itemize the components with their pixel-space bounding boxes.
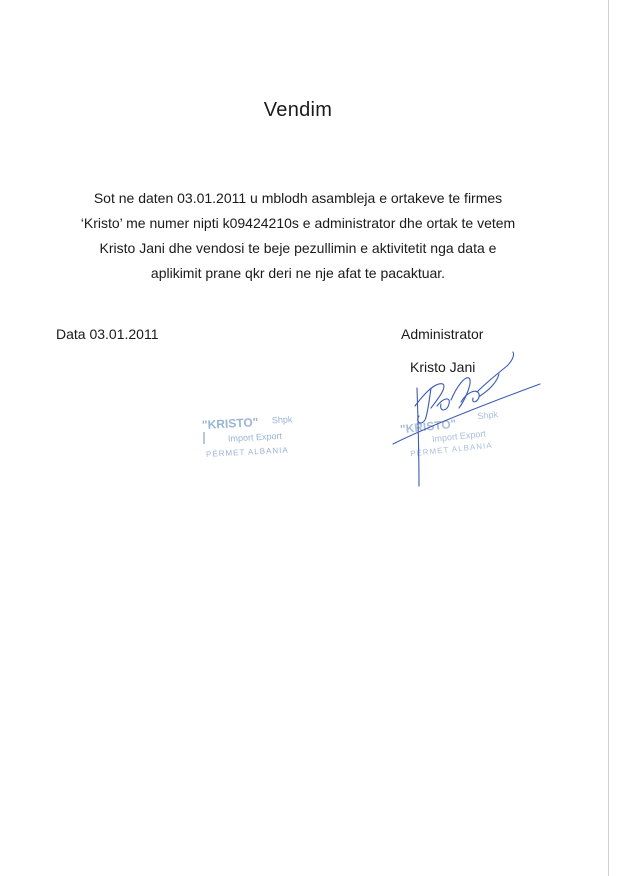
svg-text:Shpk: Shpk xyxy=(271,414,293,426)
svg-text:Import Export: Import Export xyxy=(431,428,487,445)
body-line: Kristo Jani dhe vendosi te beje pezullimin e aktivitetit nga data e xyxy=(99,240,497,256)
body-line: ‘Kristo’ me numer nipti k09424210s e administrator dhe ortak te vetem xyxy=(80,215,516,231)
svg-text:PËRMET ALBANIA: PËRMET ALBANIA xyxy=(205,445,289,459)
handwritten-signature xyxy=(385,348,550,488)
svg-text:"KRISTO": "KRISTO" xyxy=(201,415,259,433)
svg-text:Shpk: Shpk xyxy=(477,409,499,422)
svg-text:PËRMET ALBANIA: PËRMET ALBANIA xyxy=(409,440,493,456)
body-line: Sot ne daten 03.01.2011 u mblodh asambleja e ortakeve te firmes xyxy=(93,190,503,206)
body-line: aplikimit prane qkr deri ne nje afat te pacaktuar. xyxy=(150,265,446,281)
stamp-graphic xyxy=(200,414,330,464)
signatory-role: Administrator xyxy=(401,326,484,342)
svg-text:"KRISTO": "KRISTO" xyxy=(399,416,457,437)
company-stamp-left xyxy=(200,414,330,469)
svg-text:Import Export: Import Export xyxy=(227,430,283,444)
document-title: Vendim xyxy=(263,99,333,121)
signatory-name: Kristo Jani xyxy=(410,359,476,375)
scan-edge-line xyxy=(608,0,609,876)
date-line: Data 03.01.2011 xyxy=(56,326,159,342)
decision-body xyxy=(40,186,556,286)
signature-graphic xyxy=(385,348,550,488)
